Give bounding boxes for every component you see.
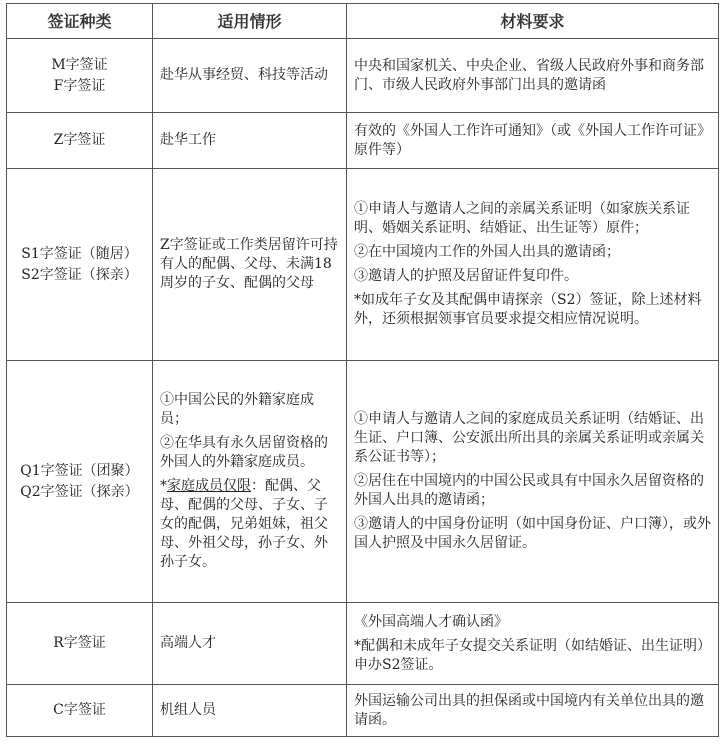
material-item: 外国运输公司出具的担保函或中国境内有关单位出具的邀请函。 <box>354 692 704 728</box>
table-row <box>7 39 719 113</box>
case-item: ①中国公民的外籍家庭成员； <box>160 392 314 427</box>
case-note-rest: ：配偶、父母、配偶的父母、子女、子女的配偶，兄弟姐妹，祖父母、外祖父母，孙子女、外孙子女。 <box>160 478 328 570</box>
case-text: Z字签证或工作类居留许可持有人的配偶、父母、未满18周岁的子女、配偶的父母 <box>160 237 338 291</box>
visa-type: Q1字签证（团聚） <box>20 462 139 479</box>
visa-type: C字签证 <box>53 702 106 718</box>
table-row <box>7 361 719 603</box>
case-cell <box>153 685 347 737</box>
materials-cell <box>347 685 719 737</box>
materials-cell <box>347 113 719 169</box>
header-row <box>7 4 719 39</box>
material-item: 有效的《外国人工作许可通知》（或《外国人工作许可证》原件等） <box>354 122 711 158</box>
material-item: ②在中国境内工作的外国人出具的邀请函； <box>354 244 620 260</box>
header-visa-type: 签证种类 <box>7 4 153 39</box>
material-item: ③邀请人的中国身份证明（如中国身份证、户口簿），或外国人护照及中国永久居留证。 <box>354 516 711 551</box>
header-applicable-case: 适用情形 <box>153 4 347 39</box>
material-item: 《外国高端人才确认函》 <box>354 613 508 630</box>
materials-cell <box>347 361 719 603</box>
material-item: ①申请人与邀请人之间的家庭成员关系证明（结婚证、出生证、户口簿、公安派出所出具的亲属关系证明或亲属关系公证书等）； <box>354 411 704 465</box>
visa-type-cell <box>7 39 153 113</box>
visa-type: F字签证 <box>53 77 106 94</box>
case-cell <box>153 39 347 113</box>
visa-requirements-table <box>6 3 719 737</box>
material-item: ③邀请人的护照及居留证件复印件。 <box>354 268 578 284</box>
visa-type: Z字签证 <box>53 132 106 148</box>
material-item: ①申请人与邀请人之间的亲属关系证明（如家族关系证明、婚姻关系证明、结婚证、出生证等）原件； <box>354 201 690 236</box>
case-text: 机组人员 <box>160 702 216 718</box>
materials-cell <box>347 169 719 361</box>
visa-type: M字签证 <box>51 56 108 73</box>
case-cell <box>153 361 347 603</box>
material-note: *配偶和未成年子女提交关系证明（如结婚证、出生证明）申办S2签证。 <box>354 637 711 673</box>
case-cell <box>153 169 347 361</box>
visa-type-cell <box>7 361 153 603</box>
visa-type-cell <box>7 113 153 169</box>
visa-type: Q2字签证（探亲） <box>20 483 139 500</box>
case-item: ②在华具有永久居留资格的外国人的外籍家庭成员。 <box>160 435 328 470</box>
case-text: 赴华从事经贸、科技等活动 <box>160 67 328 83</box>
case-text: 赴华工作 <box>160 132 216 148</box>
visa-type-cell <box>7 169 153 361</box>
table-row <box>7 685 719 737</box>
case-cell <box>153 603 347 685</box>
materials-cell <box>347 603 719 685</box>
case-note-prefix: * <box>160 478 167 494</box>
case-note-underlined: 家庭成员仅限 <box>167 478 251 494</box>
materials-cell <box>347 39 719 113</box>
visa-type: R字签证 <box>53 635 106 651</box>
material-item: 中央和国家机关、中央企业、省级人民政府外事和商务部门、市级人民政府外事部门出具的邀请函 <box>354 57 704 93</box>
visa-type: S1字签证（随居） <box>21 245 138 262</box>
table-row <box>7 113 719 169</box>
case-text: 高端人才 <box>160 635 216 651</box>
material-note: *如成年子女及其配偶申请探亲（S2）签证，除上述材料外，还须根据领事官员要求提交相应情况说明。 <box>354 292 702 327</box>
case-cell <box>153 113 347 169</box>
header-material-requirements: 材料要求 <box>347 4 719 39</box>
material-item: ②居住在中国境内的中国公民或具有中国永久居留资格的外国人出具的邀请函； <box>354 473 704 508</box>
visa-type-cell <box>7 603 153 685</box>
visa-type: S2字签证（探亲） <box>21 266 138 283</box>
case-note <box>160 477 341 572</box>
table-row <box>7 603 719 685</box>
visa-type-cell <box>7 685 153 737</box>
table-row <box>7 169 719 361</box>
